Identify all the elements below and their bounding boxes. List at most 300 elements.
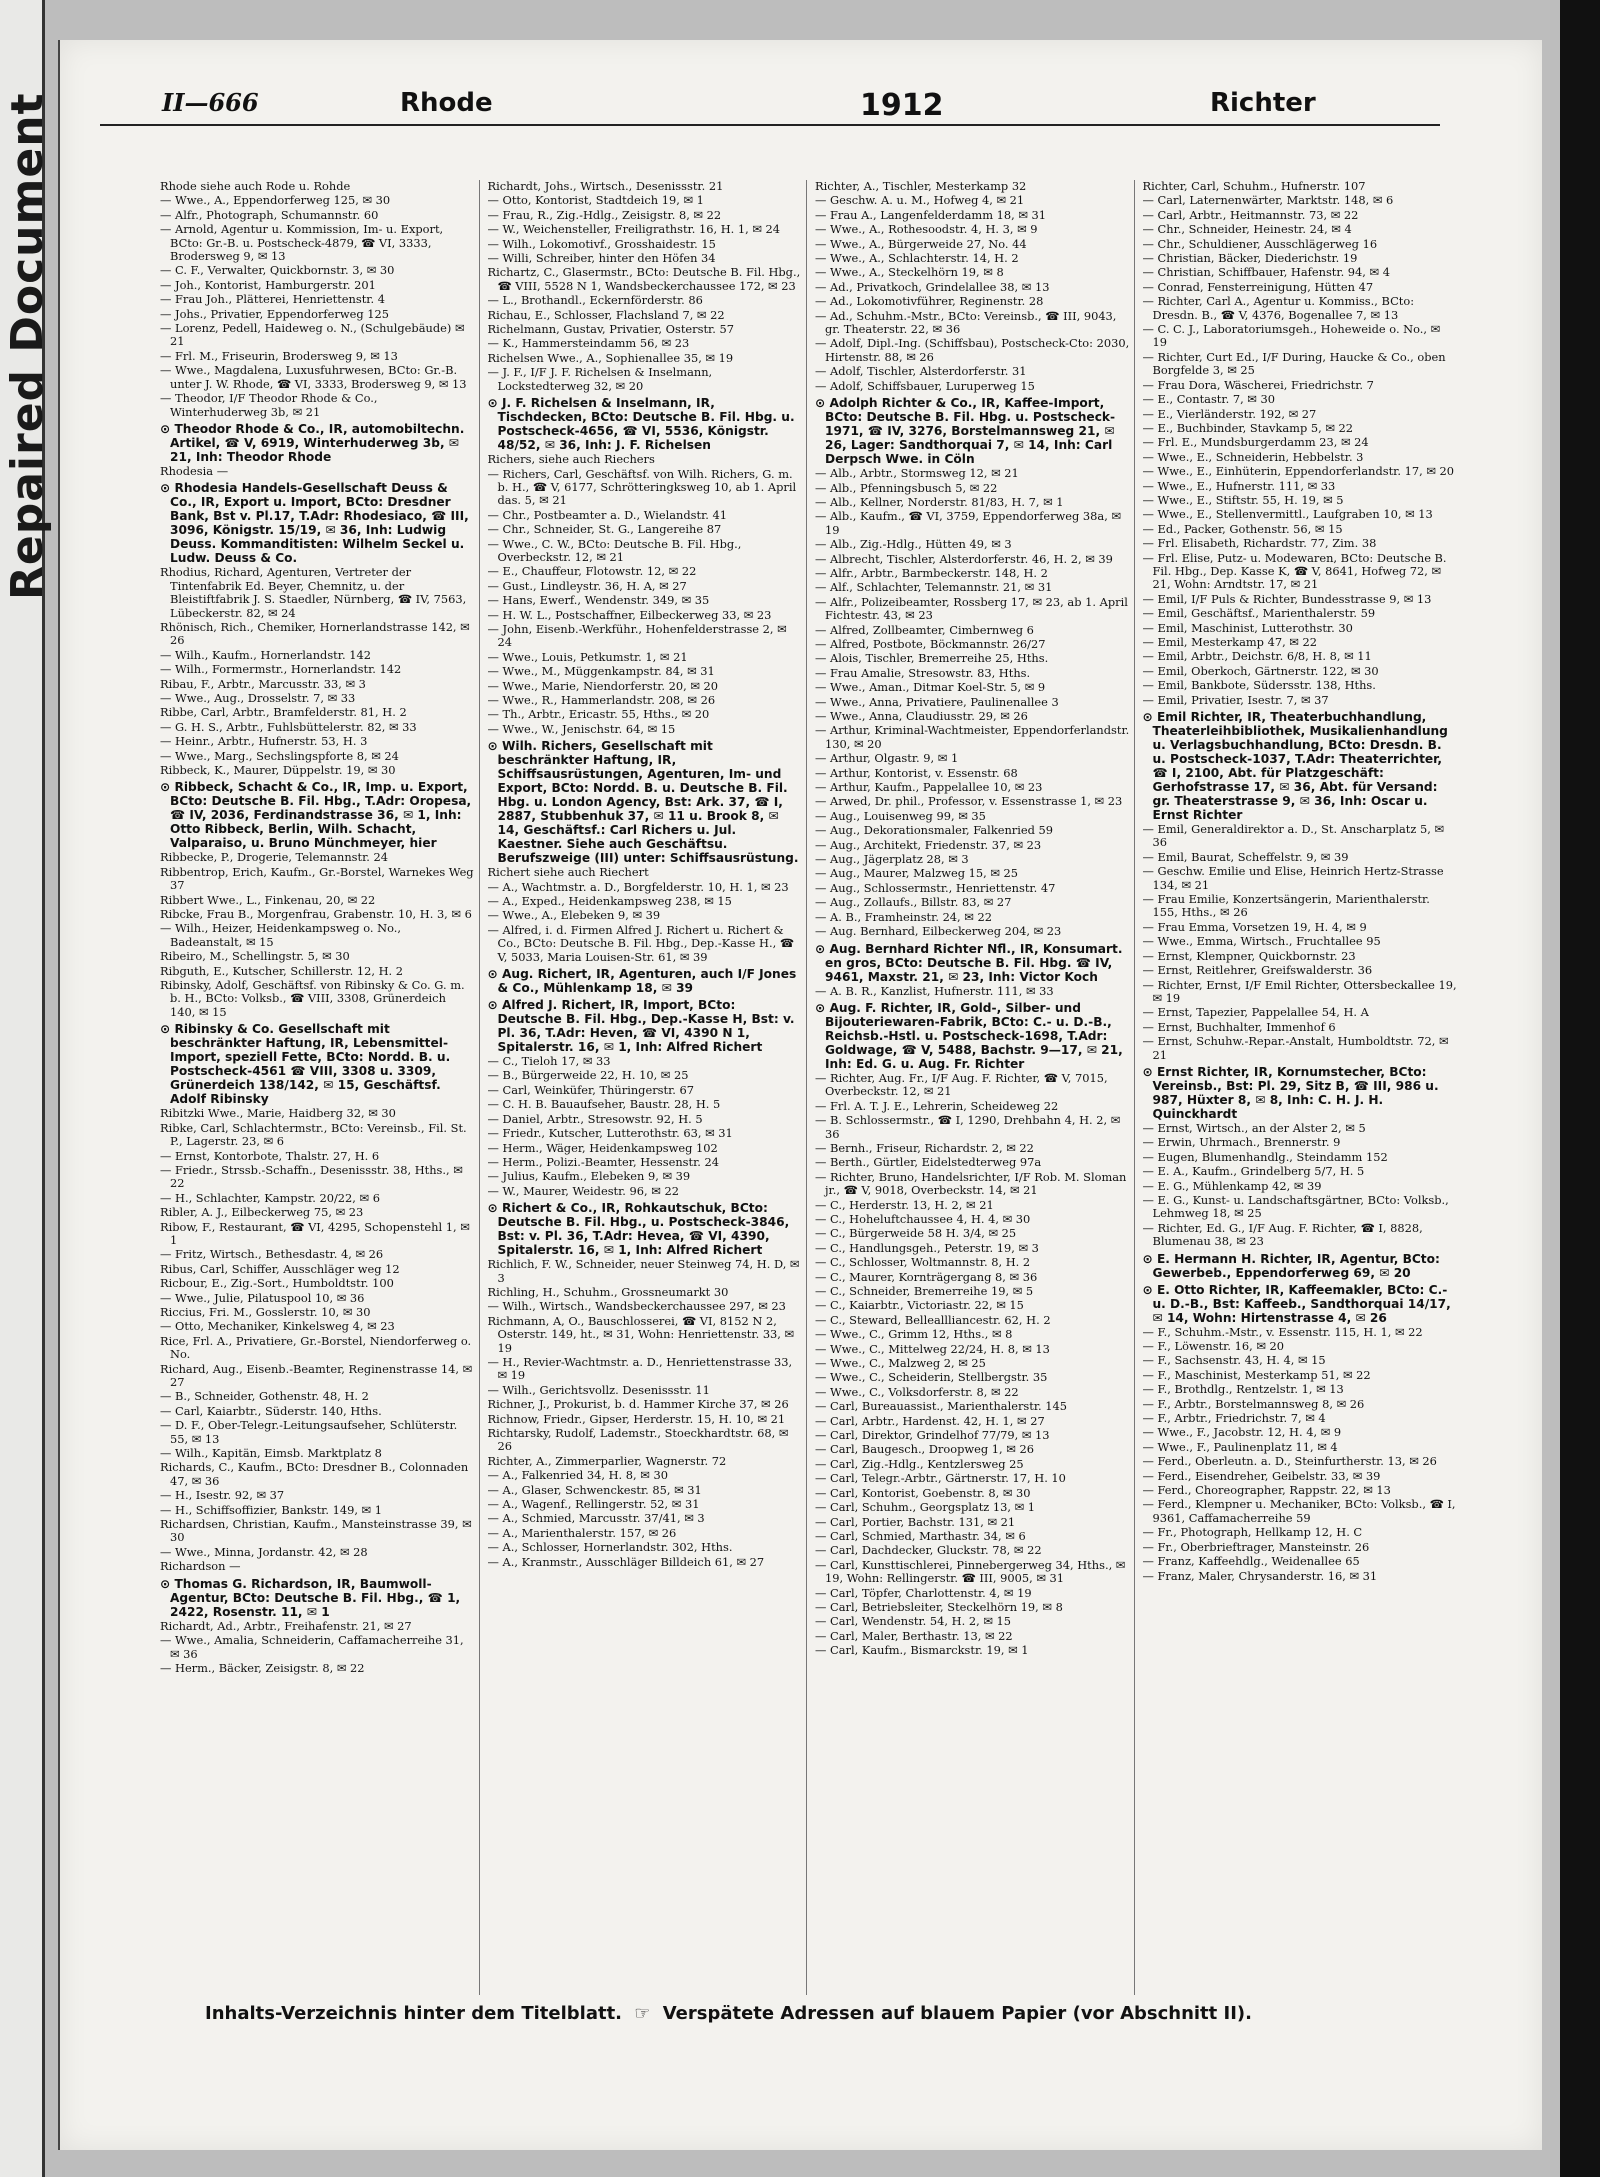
directory-entry: — Carl, Bureauassist., Marienthalerstr. 145 bbox=[815, 1399, 1068, 1414]
directory-entry: Rhode siehe auch Rode u. Rohde bbox=[160, 179, 351, 193]
column-4 bbox=[1143, 180, 1463, 1995]
directory-entry: — Emil, I/F Puls & Richter, Bundesstrasse 9, ✉ 13 bbox=[1142, 591, 1432, 606]
directory-entry: — Aug., Jägerplatz 28, ✉ 3 bbox=[815, 852, 969, 867]
directory-entry: — Joh., Kontorist, Hamburgerstr. 201 bbox=[160, 277, 376, 292]
directory-entry: — Wwe., Marg., Sechslingspforte 8, ✉ 24 bbox=[160, 748, 399, 763]
directory-entry: Richtarsky, Rudolf, Lademstr., Stoeckhardtstr. 68, ✉ 26 bbox=[487, 1426, 789, 1454]
directory-entry: Richelmann, Gustav, Privatier, Osterstr. 57 bbox=[487, 322, 734, 337]
directory-entry: — Wilh., Gerichtsvollz. Desenissstr. 11 bbox=[487, 1382, 710, 1397]
directory-entry: — Otto, Mechaniker, Kinkelsweg 4, ✉ 23 bbox=[160, 1319, 395, 1334]
directory-entry: — Wwe., W., Jenischstr. 64, ✉ 15 bbox=[487, 721, 676, 736]
directory-entry: — Eugen, Blumenhandlg., Steindamm 152 bbox=[1142, 1149, 1388, 1164]
directory-entry: — Franz, Kaffeehdlg., Weidenallee 65 bbox=[1142, 1554, 1360, 1569]
directory-entry: Ribbentrop, Erich, Kaufm., Gr.-Borstel, Warnekes Weg 37 bbox=[160, 864, 474, 893]
directory-entry: — Wwe., Anna, Privatiere, Paulinenallee 3 bbox=[815, 694, 1059, 709]
footer-right-suffix: (vor Abschnitt II). bbox=[1072, 2003, 1252, 2024]
directory-entry: — Ferd., Choreographer, Rappstr. 22, ✉ 13 bbox=[1142, 1483, 1391, 1498]
directory-entry: — A. B. R., Kanzlist, Hufnerstr. 111, ✉ 33 bbox=[815, 983, 1054, 998]
directory-entry: — A., Wagenf., Rellingerstr. 52, ✉ 31 bbox=[487, 1497, 700, 1512]
directory-entry: — Julius, Kaufm., Elebeken 9, ✉ 39 bbox=[487, 1169, 691, 1184]
directory-entry: — L., Brothandl., Eckernförderstr. 86 bbox=[487, 293, 703, 308]
directory-entry: — Theodor, I/F Theodor Rhode & Co., Winterhuderweg 3b, ✉ 21 bbox=[160, 391, 378, 419]
directory-entry: — Ferd., Klempner u. Mechaniker, BCto: Volksb., ☎ I, 9361, Caffamacherreihe 59 bbox=[1142, 1497, 1456, 1525]
directory-entry: — C., Schlosser, Woltmannstr. 8, H. 2 bbox=[815, 1255, 1031, 1270]
directory-entry: Rhodesia — bbox=[160, 463, 229, 478]
directory-entry: — Alfr., Arbtr., Barmbeckerstr. 148, H. 2 bbox=[815, 565, 1048, 580]
directory-entry: Richartz, C., Glasermstr., BCto: Deutsche B. Fil. Hbg., ☎ VIII, 5528 N 1, Wandsbeckerchaussee 172, ✉ 23 bbox=[487, 265, 801, 293]
directory-entry: — Herm., Wäger, Heidenkampsweg 102 bbox=[487, 1140, 718, 1155]
directory-entry: — Wwe., C., Grimm 12, Hths., ✉ 8 bbox=[815, 1327, 1013, 1342]
directory-entry: Ribinsky, Adolf, Geschäftsf. von Ribinsky & Co. G. m. b. H., BCto: Volksb., ☎ VIII, 3308, Grünerdeich 140, ✉ 15 bbox=[160, 978, 465, 1019]
directory-entry: — Carl, Direktor, Grindelhof 77/79, ✉ 13 bbox=[815, 1428, 1050, 1443]
left-keyword: Rhode bbox=[400, 88, 493, 118]
directory-entry: — A. B., Framheinstr. 24, ✉ 22 bbox=[815, 909, 992, 924]
directory-entry: — Aug., Architekt, Friedenstr. 37, ✉ 23 bbox=[815, 837, 1042, 852]
directory-entry: — Conrad, Fensterreinigung, Hütten 47 bbox=[1142, 279, 1374, 294]
directory-entry: Rhodius, Richard, Agenturen, Vertreter der Tintenfabrik Ed. Beyer, Chemnitz, u. der Bleistiftfabrik J. S. Staedler, Nürnberg, ☎ IV, 7563, Lübeckerstr. 82, ✉ 24 bbox=[160, 565, 467, 620]
directory-entry: ⊙ J. F. Richelsen & Inselmann, IR, Tischdecken, BCto: Deutsche B. Fil. Hbg. u. Postscheck-4656, ☎ VI, 5536, Königstr. 48/52, ✉ 36, Inh: J. F. Richelsen bbox=[487, 396, 795, 453]
directory-entry: — Alfred, Zollbeamter, Cimbernweg 6 bbox=[815, 622, 1034, 637]
right-keyword: Richter bbox=[1210, 88, 1316, 118]
year: 1912 bbox=[860, 88, 944, 123]
directory-entry: — Wwe., E., Hufnerstr. 111, ✉ 33 bbox=[1142, 478, 1336, 493]
directory-entry: — Wwe., C. W., BCto: Deutsche B. Fil. Hbg., Overbeckstr. 12, ✉ 21 bbox=[487, 536, 742, 564]
directory-entry: — F., Schuhm.-Mstr., v. Essenstr. 115, H. 1, ✉ 22 bbox=[1142, 1324, 1423, 1339]
directory-entry: Ribbeck, K., Maurer, Düppelstr. 19, ✉ 30 bbox=[160, 763, 396, 777]
directory-entry: — Wwe., C., Mittelweg 22/24, H. 8, ✉ 13 bbox=[815, 1341, 1050, 1356]
directory-entry: — Alfred, Postbote, Böckmannstr. 26/27 bbox=[815, 636, 1046, 651]
directory-entry: — Carl, Zig.-Hdlg., Kentzlersweg 25 bbox=[815, 1456, 1024, 1471]
directory-entry: — C. H. B. Bauaufseher, Baustr. 28, H. 5 bbox=[487, 1097, 721, 1112]
directory-entry: — Carl, Wendenstr. 54, H. 2, ✉ 15 bbox=[815, 1614, 1011, 1629]
column-1 bbox=[160, 180, 480, 1995]
directory-entry: — Arthur, Kaufm., Pappelallee 10, ✉ 23 bbox=[815, 780, 1043, 795]
directory-entry: — Geschw. Emilie und Elise, Heinrich Hertz-Strasse 134, ✉ 21 bbox=[1142, 864, 1444, 892]
directory-entry: — Herm., Bäcker, Zeisigstr. 8, ✉ 22 bbox=[160, 1660, 365, 1675]
directory-entry: — B., Schneider, Gothenstr. 48, H. 2 bbox=[160, 1389, 369, 1404]
directory-entry: — Wilh., Formermstr., Hornerlandstr. 142 bbox=[160, 662, 402, 677]
directory-entry: — Frl. M., Friseurin, Brodersweg 9, ✉ 13 bbox=[160, 348, 398, 363]
directory-entry: — Emil, Maschinist, Lutterothstr. 30 bbox=[1142, 620, 1353, 635]
directory-entry: — Carl, Portier, Bachstr. 131, ✉ 21 bbox=[815, 1514, 1016, 1529]
directory-entry: — H., Isestr. 92, ✉ 37 bbox=[160, 1488, 285, 1503]
directory-entry: — Wwe., Emma, Wirtsch., Fruchtallee 95 bbox=[1142, 934, 1381, 949]
column-2 bbox=[488, 180, 808, 1995]
directory-entry: — Frau, R., Zig.-Hdlg., Zeisigstr. 8, ✉ 22 bbox=[487, 207, 722, 222]
directory-entry: — Ad., Privatkoch, Grindelallee 38, ✉ 13 bbox=[815, 279, 1050, 294]
directory-entry: — W., Maurer, Weidestr. 96, ✉ 22 bbox=[487, 1183, 679, 1198]
directory-entry: — Alb., Kaufm., ☎ VI, 3759, Eppendorferweg 38a, ✉ 19 bbox=[815, 509, 1122, 537]
directory-entry: — F., Löwenstr. 16, ✉ 20 bbox=[1142, 1339, 1285, 1353]
directory-entry: Ribeiro, M., Schellingstr. 5, ✉ 30 bbox=[160, 949, 350, 964]
directory-entry: — Wwe., Anna, Claudiusstr. 29, ✉ 26 bbox=[815, 709, 1028, 723]
directory-entry: — Alfred, i. d. Firmen Alfred J. Richert u. Richert & Co., BCto: Deutsche B. Fil. Hbg., Dep.-Kasse H., ☎ V, 5033, Maria Louisen-Str. 61, ✉ 39 bbox=[487, 922, 795, 964]
directory-entry: — F., Arbtr., Friedrichstr. 7, ✉ 4 bbox=[1142, 1411, 1326, 1426]
directory-entry: — Wwe., Magdalena, Luxusfuhrwesen, BCto: Gr.-B. unter J. W. Rhode, ☎ VI, 3333, Brodersweg 9, ✉ 13 bbox=[160, 363, 467, 391]
directory-entry: — Emil, Mesterkamp 47, ✉ 22 bbox=[1142, 635, 1317, 649]
directory-entry: — F., Sachsenstr. 43, H. 4, ✉ 15 bbox=[1142, 1353, 1326, 1368]
directory-entry: Ribow, F., Restaurant, ☎ VI, 4295, Schopenstehl 1, ✉ 1 bbox=[160, 1219, 470, 1247]
directory-entry: — Alb., Pfenningsbusch 5, ✉ 22 bbox=[815, 480, 998, 495]
directory-entry: — D. F., Ober-Telegr.-Leitungsaufseher, Schlüterstr. 55, ✉ 13 bbox=[160, 1418, 458, 1446]
directory-entry: ⊙ Ribinsky & Co. Gesellschaft mit beschränkter Haftung, IR, Lebensmittel-Import, speziell Fette, BCto: Nordd. B. u. Postscheck-4561 ☎ VIII, 3308 u. 3309, Grünerdeich 138/142, ✉ 15, Geschäftsf. Adolf Ribinsky bbox=[160, 1022, 451, 1107]
directory-entry: — Wilh., Heizer, Heidenkampsweg o. No., Badeanstalt, ✉ 15 bbox=[160, 921, 401, 949]
directory-entry: — Richter, Curt Ed., I/F During, Haucke & Co., oben Borgfelde 3, ✉ 25 bbox=[1142, 349, 1446, 378]
directory-entry: ⊙ Aug. Bernhard Richter Nfl., IR, Konsumart. en gros, BCto: Deutsche B. Fil. Hbg. ☎ IV, 9461, Maxstr. 21, ✉ 23, Inh: Victor Koch bbox=[815, 941, 1123, 984]
directory-entry: — Wwe., A., Eppendorferweg 125, ✉ 30 bbox=[160, 193, 391, 208]
directory-entry: — Carl, Kunsttischlerei, Pinnebergerweg 34, Hths., ✉ 19, Wohn: Rellingerstr. ☎ III, 9005, ✉ 31 bbox=[815, 1557, 1126, 1586]
directory-entry: — Ernst, Schuhw.-Repar.-Anstalt, Humboldtstr. 72, ✉ 21 bbox=[1142, 1034, 1449, 1062]
directory-entry: — Carl, Arbtr., Heitmannstr. 73, ✉ 22 bbox=[1142, 207, 1359, 222]
directory-entry: — A., Glaser, Schwenckestr. 85, ✉ 31 bbox=[487, 1482, 702, 1497]
directory-entry: Richardt, Ad., Arbtr., Freihafenstr. 21, ✉ 27 bbox=[160, 1618, 412, 1633]
directory-entry: — H., Schlachter, Kampstr. 20/22, ✉ 6 bbox=[160, 1190, 380, 1205]
spine-text: Repaired Document bbox=[2, 92, 53, 600]
directory-entry: ⊙ Alfred J. Richert, IR, Import, BCto: Deutsche B. Fil. Hbg., Dep.-Kasse H, Bst: v. Pl. 36, T.Adr: Heven, ☎ VI, 4390 N 1, Spitalerstr. 16, ✉ 1, Inh: Alfred Richert bbox=[487, 998, 795, 1055]
directory-entry: Richau, E., Schlosser, Flachsland 7, ✉ 22 bbox=[487, 307, 725, 322]
directory-entry: — E., Vierländerstr. 192, ✉ 27 bbox=[1142, 406, 1317, 421]
directory-entry: — E., Chauffeur, Flotowstr. 12, ✉ 22 bbox=[487, 564, 697, 579]
directory-entry: — Ad., Lokomotivführer, Reginenstr. 28 bbox=[815, 294, 1044, 309]
directory-entry: — B. Schlossermstr., ☎ I, 1290, Drehbahn 4, H. 2, ✉ 36 bbox=[815, 1113, 1121, 1141]
directory-entry: — Carl, Töpfer, Charlottenstr. 4, ✉ 19 bbox=[815, 1585, 1032, 1600]
directory-entry: — Gust., Lindleystr. 36, H. A, ✉ 27 bbox=[487, 578, 687, 593]
directory-entry: — Wilh., Kapitän, Eimsb. Marktplatz 8 bbox=[160, 1446, 382, 1461]
directory-entry: — Emil, Arbtr., Deichstr. 6/8, H. 8, ✉ 11 bbox=[1142, 649, 1372, 664]
directory-entry: Richardsen, Christian, Kaufm., Mansteinstrasse 39, ✉ 30 bbox=[160, 1517, 472, 1545]
directory-entry: — Wwe., Julie, Pilatuspool 10, ✉ 36 bbox=[160, 1290, 365, 1305]
directory-entry: — Wwe., C., Scheiderin, Stellbergstr. 35 bbox=[815, 1370, 1048, 1385]
directory-entry: — Carl, Schmied, Marthastr. 34, ✉ 6 bbox=[815, 1528, 1026, 1543]
directory-entry: — Richers, Carl, Geschäftsf. von Wilh. Richers, G. m. b. H., ☎ V, 6177, Schrötteringksweg 10, ab 1. April das. 5, ✉ 21 bbox=[487, 466, 797, 508]
directory-entry: Rice, Frl. A., Privatiere, Gr.-Borstel, Niendorferweg o. No. bbox=[160, 1333, 472, 1362]
directory-entry: — Carl, Arbtr., Hardenst. 42, H. 1, ✉ 27 bbox=[815, 1413, 1045, 1428]
directory-entry: — Wwe., C., Volksdorferstr. 8, ✉ 22 bbox=[815, 1384, 1019, 1399]
directory-entry: — Wilh., Wirtsch., Wandsbeckerchaussee 297, ✉ 23 bbox=[487, 1299, 786, 1314]
directory-entry: — Ernst, Klempner, Quickbornstr. 23 bbox=[1142, 948, 1356, 963]
directory-entry: — Bernh., Friseur, Richardstr. 2, ✉ 22 bbox=[815, 1140, 1034, 1155]
directory-entry: — Wwe., Aug., Drosselstr. 7, ✉ 33 bbox=[160, 690, 356, 705]
directory-entry: — Aug., Schlossermstr., Henriettenstr. 47 bbox=[815, 880, 1056, 895]
directory-entry: — Alfr., Photograph, Schumannstr. 60 bbox=[160, 207, 379, 222]
directory-entry: — Richter, Aug. Fr., I/F Aug. F. Richter, ☎ V, 7015, Overbeckstr. 12, ✉ 21 bbox=[815, 1070, 1108, 1099]
directory-entry: — Alb., Arbtr., Stormsweg 12, ✉ 21 bbox=[815, 466, 1019, 481]
directory-entry: Richelsen Wwe., A., Sophienallee 35, ✉ 19 bbox=[487, 350, 734, 365]
directory-entry: ⊙ Ribbeck, Schacht & Co., IR, Imp. u. Export, BCto: Deutsche B. Fil. Hbg., T.Adr: Oropesa, ☎ IV, 2036, Ferdinandstrasse 36, ✉ 1, Inh: Otto Ribbeck, Berlin, Wilh. Schacht, Valparaiso, u. Bruno Münchmeyer, hier bbox=[160, 780, 472, 851]
directory-entry: — Aug. Bernhard, Eilbeckerweg 204, ✉ 23 bbox=[815, 924, 1062, 939]
directory-entry: Ribbe, Carl, Arbtr., Bramfelderstr. 81, H. 2 bbox=[160, 705, 407, 720]
directory-entry: — Richter, Carl A., Agentur u. Kommiss., BCto: Dresdn. B., ☎ V, 4376, Bogenallee 7, ✉ 13 bbox=[1142, 294, 1415, 322]
directory-entry: Richard, Aug., Eisenb.-Beamter, Reginenstrasse 14, ✉ 27 bbox=[160, 1361, 473, 1389]
directory-entry: — A., Exped., Heidenkampsweg 238, ✉ 15 bbox=[487, 894, 732, 909]
directory-entry: — Wwe., C., Malzweg 2, ✉ 25 bbox=[815, 1356, 986, 1371]
directory-entry: — Wwe., F., Jacobstr. 12, H. 4, ✉ 9 bbox=[1142, 1425, 1342, 1440]
directory-entry: — A., Schmied, Marcusstr. 37/41, ✉ 3 bbox=[487, 1511, 705, 1526]
directory-entry: Ribler, A. J., Eilbeckerweg 75, ✉ 23 bbox=[160, 1205, 364, 1220]
directory-entry: Richmann, A, O., Bauschlosserei, ☎ VI, 8152 N 2, Osterstr. 149, ht., ✉ 31, Wohn: Henriettenstr. 33, ✉ 19 bbox=[487, 1313, 795, 1355]
directory-entry: — Carl, Maler, Berthastr. 13, ✉ 22 bbox=[815, 1628, 1013, 1643]
directory-entry: — Wwe., A., Schlachterstr. 14, H. 2 bbox=[815, 251, 1019, 266]
directory-entry: Ribbert Wwe., L., Finkenau, 20, ✉ 22 bbox=[160, 892, 376, 907]
directory-entry: ⊙ Wilh. Richers, Gesellschaft mit beschränkter Haftung, IR, Schiffsausrüstungen, Agenturen, Im- und Export, BCto: Nordd. B. u. Deutsche B. Fil. Hbg. u. London Agency, Bst: Ark. 37, ☎ I, 2887, Stubbenhuk 37, ✉ 11 u. Brook 8, ✉ 14, Geschäftsf.: Carl Richers u. Jul. Kaestner. Siehe auch Geschäftsu. Berufszweige (III) unter: Schiffsausrüstung. bbox=[487, 739, 799, 866]
directory-entry: — C. F., Verwalter, Quickbornstr. 3, ✉ 30 bbox=[160, 263, 395, 278]
directory-entry: Richner, J., Prokurist, b. d. Hammer Kirche 37, ✉ 26 bbox=[487, 1397, 789, 1412]
directory-entry: — C. C. J., Laboratoriumsgeh., Hoheweide o. No., ✉ 19 bbox=[1142, 322, 1441, 350]
directory-entry: — Wilh., Lokomotivf., Grosshaidestr. 15 bbox=[487, 236, 716, 251]
directory-entry: — E. G., Mühlenkamp 42, ✉ 39 bbox=[1142, 1178, 1322, 1193]
directory-entry: — A., Wachtmstr. a. D., Borgfelderstr. 10, H. 1, ✉ 23 bbox=[487, 879, 789, 894]
directory-entry: — K., Hammersteindamm 56, ✉ 23 bbox=[487, 336, 690, 351]
directory-entry: — C., Kaiarbtr., Victoriastr. 22, ✉ 15 bbox=[815, 1298, 1024, 1313]
directory-entry: — Arthur, Olgastr. 9, ✉ 1 bbox=[815, 751, 959, 766]
directory-entry: — C., Steward, Belleallliancestr. 62, H. 2 bbox=[815, 1312, 1051, 1327]
directory-entry: — Richter, Ernst, I/F Emil Richter, Ottersbeckallee 19, ✉ 19 bbox=[1142, 977, 1457, 1005]
page-number: II—666 bbox=[162, 88, 259, 117]
directory-entry: — G. H. S., Arbtr., Fuhlsbüttelerstr. 82, ✉ 33 bbox=[160, 719, 417, 734]
directory-entry: — Frau Dora, Wäscherei, Friedrichstr. 7 bbox=[1142, 377, 1374, 392]
directory-entry: — Frl. Elisabeth, Richardstr. 77, Zim. 38 bbox=[1142, 536, 1377, 551]
directory-entry: Rhönisch, Rich., Chemiker, Hornerlandstrasse 142, ✉ 26 bbox=[160, 619, 470, 648]
directory-entry: — W., Weichensteller, Freiligrathstr. 16, H. 1, ✉ 24 bbox=[487, 222, 781, 237]
directory-entry: — F., Maschinist, Mesterkamp 51, ✉ 22 bbox=[1142, 1367, 1371, 1382]
page-footer bbox=[205, 2003, 1465, 2024]
directory-entry: Richardson — bbox=[160, 1559, 241, 1574]
directory-entry: — Hans, Ewerf., Wendenstr. 349, ✉ 35 bbox=[487, 593, 710, 608]
directory-entry: ⊙ Adolph Richter & Co., IR, Kaffee-Import, BCto: Deutsche B. Fil. Hbg. u. Postscheck-1971, ☎ IV, 3276, Borstelmannsweg 21, ✉ 26, Lager: Sandthorquai 7, ✉ 14, Inh: Carl Derpsch Wwe. in Cöln bbox=[815, 396, 1116, 467]
directory-entry: — Fritz, Wirtsch., Bethesdastr. 4, ✉ 26 bbox=[160, 1247, 384, 1262]
column-3 bbox=[815, 180, 1135, 1995]
directory-entry: — Th., Arbtr., Ericastr. 55, Hths., ✉ 20 bbox=[487, 707, 710, 722]
directory-entry: — Christian, Bäcker, Diederichstr. 19 bbox=[1142, 251, 1358, 266]
directory-entry: — Frau Emilie, Konzertsängerin, Marienthalerstr. 155, Hths., ✉ 26 bbox=[1142, 892, 1430, 920]
directory-entry: ⊙ Thomas G. Richardson, IR, Baumwoll-Agentur, BCto: Deutsche B. Fil. Hbg., ☎ 1, 2422, Rosenstr. 11, ✉ 1 bbox=[160, 1576, 461, 1619]
directory-entry: — Aug., Dekorationsmaler, Falkenried 59 bbox=[815, 823, 1054, 838]
directory-entry: ⊙ Aug. Richert, IR, Agenturen, auch I/F Jones & Co., Mühlenkamp 18, ✉ 39 bbox=[487, 967, 797, 996]
directory-entry: — John, Eisenb.-Werkführ., Hohenfelderstrasse 2, ✉ 24 bbox=[487, 621, 787, 650]
directory-entry: — Wwe., Louis, Petkumstr. 1, ✉ 21 bbox=[487, 649, 688, 664]
directory-entry: — Alb., Kellner, Norderstr. 81/83, H. 7, ✉ 1 bbox=[815, 494, 1064, 509]
directory-entry: — Carl, Weinküfer, Thüringerstr. 67 bbox=[487, 1082, 694, 1097]
directory-entry: — Carl, Telegr.-Arbtr., Gärtnerstr. 17, H. 10 bbox=[815, 1471, 1066, 1486]
directory-entry: — Ferd., Eisendreher, Geibelstr. 33, ✉ 39 bbox=[1142, 1468, 1381, 1483]
directory-entry: — Emil, Privatier, Isestr. 7, ✉ 37 bbox=[1142, 692, 1329, 707]
directory-entry: — Alois, Tischler, Bremerreihe 25, Hths. bbox=[815, 651, 1049, 666]
directory-entry: — H. W. L., Postschaffner, Eilbeckerweg 33, ✉ 23 bbox=[487, 607, 772, 622]
directory-entry: — Carl, Kaufm., Bismarckstr. 19, ✉ 1 bbox=[815, 1643, 1029, 1658]
directory-entry: — Wwe., F., Paulinenplatz 11, ✉ 4 bbox=[1142, 1439, 1338, 1454]
directory-entry: — Arthur, Kontorist, v. Essenstr. 68 bbox=[815, 765, 1018, 780]
directory-entry: — B., Bürgerweide 22, H. 10, ✉ 25 bbox=[487, 1068, 689, 1083]
directory-entry: — Carl, Baugesch., Droopweg 1, ✉ 26 bbox=[815, 1442, 1034, 1457]
directory-entry: — E., Buchbinder, Stavkamp 5, ✉ 22 bbox=[1142, 420, 1354, 435]
directory-entry: Ribcke, Frau B., Morgenfrau, Grabenstr. 10, H. 3, ✉ 6 bbox=[160, 907, 472, 922]
directory-entry: — Frau Joh., Plätterei, Henriettenstr. 4 bbox=[160, 292, 385, 307]
directory-entry: — Alf., Schlachter, Telemannstr. 21, ✉ 31 bbox=[815, 580, 1053, 595]
directory-entry: — Frl. Elise, Putz- u. Modewaren, BCto: Deutsche B. Fil. Hbg., Dep. Kasse K, ☎ V, 8641, Hofweg 72, ✉ 21, Wohn: Arndtstr. 17, ✉ 21 bbox=[1142, 550, 1447, 592]
directory-entry: Richlich, F. W., Schneider, neuer Steinweg 74, H. D, ✉ 3 bbox=[487, 1257, 800, 1285]
directory-entry: — Ernst, Wirtsch., an der Alster 2, ✉ 5 bbox=[1142, 1120, 1366, 1135]
directory-entry: Ribitzki Wwe., Marie, Haidberg 32, ✉ 30 bbox=[160, 1106, 396, 1121]
directory-entry: — Wwe., Minna, Jordanstr. 42, ✉ 28 bbox=[160, 1544, 368, 1559]
directory-entry: — Herm., Polizi.-Beamter, Hessenstr. 24 bbox=[487, 1154, 720, 1169]
directory-entry: — Alb., Zig.-Hdlg., Hütten 49, ✉ 3 bbox=[815, 537, 1012, 552]
directory-entry: — Carl, Betriebsleiter, Steckelhörn 19, ✉ 8 bbox=[815, 1599, 1063, 1614]
directory-entry: — Carl, Kaiarbtr., Süderstr. 140, Hths. bbox=[160, 1403, 382, 1418]
directory-entry: — Franz, Maler, Chrysanderstr. 16, ✉ 31 bbox=[1142, 1568, 1378, 1583]
directory-entry: — Berth., Gürtler, Eidelstedterweg 97a bbox=[815, 1155, 1042, 1170]
directory-entry: — Fr., Oberbrieftrager, Mansteinstr. 26 bbox=[1142, 1539, 1370, 1554]
directory-entry: — Albrecht, Tischler, Alsterdorferstr. 46, H. 2, ✉ 39 bbox=[815, 551, 1113, 566]
directory-entry: — Ernst, Reitlehrer, Greifswalderstr. 36 bbox=[1142, 963, 1373, 978]
directory-entry: Ribau, F., Arbtr., Marcusstr. 33, ✉ 3 bbox=[160, 676, 366, 691]
directory-entry: — Wwe., A., Rothesoodstr. 4, H. 3, ✉ 9 bbox=[815, 222, 1038, 237]
directory-entry: — Arwed, Dr. phil., Professor, v. Essenstrasse 1, ✉ 23 bbox=[815, 794, 1123, 809]
directory-entry: — H., Schiffsoffizier, Bankstr. 149, ✉ 1 bbox=[160, 1502, 382, 1517]
footer-right-text: Verspätete Adressen auf blauem Papier bbox=[662, 2003, 1067, 2024]
directory-entry: — Ad., Schuhm.-Mstr., BCto: Vereinsb., ☎ III, 9043, gr. Theaterstr. 22, ✉ 36 bbox=[815, 308, 1117, 337]
directory-entry: — Adolf, Tischler, Alsterdorferstr. 31 bbox=[815, 364, 1027, 379]
directory-entry: — Wwe., A., Elebeken 9, ✉ 39 bbox=[487, 908, 661, 923]
directory-entry: — Ernst, Tapezier, Pappelallee 54, H. A bbox=[1142, 1005, 1369, 1020]
directory-entry: — Friedr., Strssb.-Schaffn., Desenissstr. 38, Hths., ✉ 22 bbox=[160, 1162, 463, 1191]
directory-entry: — Frl. E., Mundsburgerdamm 23, ✉ 24 bbox=[1142, 435, 1369, 450]
directory-entry: — Wwe., Marie, Niendorferstr. 20, ✉ 20 bbox=[487, 678, 719, 693]
directory-entry: ⊙ Theodor Rhode & Co., IR, automobiltechn. Artikel, ☎ V, 6919, Winterhuderweg 3b, ✉ 21, Inh: Theodor Rhode bbox=[160, 421, 465, 464]
directory-entry: — Aug., Louisenweg 99, ✉ 35 bbox=[815, 808, 986, 823]
directory-entry: — E. G., Kunst- u. Landschaftsgärtner, BCto: Volksb., Lehmweg 18, ✉ 25 bbox=[1142, 1192, 1449, 1221]
directory-entry: — J. F., I/F J. F. Richelsen & Inselmann, Lockstedterweg 32, ✉ 20 bbox=[487, 365, 713, 393]
directory-entry: — Frau A., Langenfelderdamm 18, ✉ 31 bbox=[815, 207, 1047, 222]
directory-entry: ⊙ E. Hermann H. Richter, IR, Agentur, BCto: Gewerbeb., Eppendorferweg 69, ✉ 20 bbox=[1142, 1251, 1440, 1280]
directory-entry: Richter, A., Tischler, Mesterkamp 32 bbox=[815, 179, 1027, 193]
directory-entry: — Erwin, Uhrmach., Brennerstr. 9 bbox=[1142, 1135, 1341, 1150]
directory-entry: Richter, Carl, Schuhm., Hufnerstr. 107 bbox=[1142, 179, 1366, 193]
directory-entry: — H., Revier-Wachtmstr. a. D., Henriettenstrasse 33, ✉ 19 bbox=[487, 1354, 793, 1383]
directory-entry: — Wilh., Kaufm., Hornerlandstr. 142 bbox=[160, 647, 371, 662]
directory-entry: — C., Bürgerweide 58 H. 3/4, ✉ 25 bbox=[815, 1226, 1017, 1241]
directory-entry: — Carl, Schuhm., Georgsplatz 13, ✉ 1 bbox=[815, 1500, 1036, 1515]
directory-entry: — C., Tieloh 17, ✉ 33 bbox=[487, 1054, 611, 1069]
directory-entry: — Emil, Generaldirektor a. D., St. Anscharplatz 5, ✉ 36 bbox=[1142, 822, 1445, 850]
directory-entry: — Adolf, Dipl.-Ing. (Schiffsbau), Postscheck-Cto: 2030, Hirtenstr. 88, ✉ 26 bbox=[815, 336, 1130, 364]
directory-entry: — E., Contastr. 7, ✉ 30 bbox=[1142, 392, 1275, 407]
directory-entry: — Wwe., E., Stellenvermittl., Laufgraben 10, ✉ 13 bbox=[1142, 507, 1433, 522]
directory-entry: — Christian, Schiffbauer, Hafenstr. 94, ✉ 4 bbox=[1142, 265, 1390, 280]
directory-entry: — Wwe., Amalia, Schneiderin, Caffamacherreihe 31, ✉ 36 bbox=[160, 1633, 464, 1661]
directory-entry: ⊙ E. Otto Richter, IR, Kaffeemakler, BCto: C.- u. D.-B., Bst: Kaffeeb., Sandthorquai 14/17, ✉ 14, Wohn: Hirtenstrasse 4, ✉ 26 bbox=[1142, 1282, 1451, 1325]
directory-entry: — C., Hoheluftchaussee 4, H. 4, ✉ 30 bbox=[815, 1211, 1031, 1226]
directory-entry: — A., Kranmstr., Ausschläger Billdeich 61, ✉ 27 bbox=[487, 1554, 765, 1569]
directory-entry: — Emil, Oberkoch, Gärtnerstr. 122, ✉ 30 bbox=[1142, 663, 1379, 678]
scan-border bbox=[1560, 0, 1600, 2177]
directory-entry: — Emil, Bankbote, Südersstr. 138, Hths. bbox=[1142, 678, 1376, 693]
page-header bbox=[100, 78, 1440, 126]
directory-entry: ⊙ Aug. F. Richter, IR, Gold-, Silber- und Bijouteriewaren-Fabrik, BCto: C.- u. D.-B., Reichsb.-Hstl. u. Postscheck-1698, T.Adr: Goldwage, ☎ V, 5488, Bachstr. 9—17, ✉ 21, Inh: Ed. G. u. Aug. Fr. Richter bbox=[815, 1000, 1123, 1071]
directory-entry: Richter, A., Zimmerparlier, Wagnerstr. 72 bbox=[487, 1453, 727, 1468]
directory-entry: — Aug., Zollaufs., Billstr. 83, ✉ 27 bbox=[815, 895, 1012, 910]
directory-entry: Riccius, Fri. M., Gosslerstr. 10, ✉ 30 bbox=[160, 1304, 371, 1319]
directory-entry: Ribke, Carl, Schlachtermstr., BCto: Vereinsb., Fil. St. P., Lagerstr. 23, ✉ 6 bbox=[160, 1120, 467, 1149]
footer-left-text: Inhalts-Verzeichnis hinter dem Titelblatt. bbox=[205, 2003, 623, 2024]
directory-entry: — Frau Amalie, Stresowstr. 83, Hths. bbox=[815, 665, 1031, 680]
directory-entry: — Frl. A. T. J. E., Lehrerin, Scheideweg 22 bbox=[815, 1098, 1059, 1113]
directory-entry: — F., Arbtr., Borstelmannsweg 8, ✉ 26 bbox=[1142, 1396, 1365, 1411]
directory-entry: Ricbour, E., Zig.-Sort., Humboldtstr. 100 bbox=[160, 1276, 394, 1291]
directory-entry: — A., Falkenried 34, H. 8, ✉ 30 bbox=[487, 1468, 668, 1483]
directory-entry: — Chr., Schneider, St. G., Langereihe 87 bbox=[487, 522, 722, 537]
directory-entry: — Arnold, Agentur u. Kommission, Im- u. Export, BCto: Gr.-B. u. Postscheck-4879, ☎ VI, 3333, Brodersweg 9, ✉ 13 bbox=[160, 222, 444, 264]
directory-entry: — Fr., Photograph, Hellkamp 12, H. C bbox=[1142, 1525, 1363, 1540]
directory-entry: — Aug., Maurer, Malzweg 15, ✉ 25 bbox=[815, 866, 1019, 881]
directory-entry: — A., Schlosser, Hornerlandstr. 302, Hths. bbox=[487, 1540, 733, 1555]
directory-entry: — C., Maurer, Kornträgergang 8, ✉ 36 bbox=[815, 1269, 1038, 1284]
directory-entry: — Chr., Schneider, Heinestr. 24, ✉ 4 bbox=[1142, 222, 1352, 237]
directory-entry: — Ed., Packer, Gothenstr. 56, ✉ 15 bbox=[1142, 521, 1343, 536]
directory-entry: — E. A., Kaufm., Grindelberg 5/7, H. 5 bbox=[1142, 1164, 1365, 1179]
directory-entry: Ribguth, E., Kutscher, Schillerstr. 12, H. 2 bbox=[160, 963, 404, 978]
directory-entry: — Wwe., M., Müggenkampstr. 84, ✉ 31 bbox=[487, 664, 715, 679]
directory-entry: Richards, C., Kaufm., BCto: Dresdner B., Colonnaden 47, ✉ 36 bbox=[160, 1460, 469, 1488]
directory-entry: — C., Schneider, Bremerreihe 19, ✉ 5 bbox=[815, 1284, 1034, 1298]
directory-entry: Richling, H., Schuhm., Grossneumarkt 30 bbox=[487, 1284, 729, 1299]
directory-entry: — Otto, Kontorist, Stadtdeich 19, ✉ 1 bbox=[487, 193, 704, 208]
directory-entry: — Richter, Ed. G., I/F Aug. F. Richter, ☎ I, 8828, Blumenau 38, ✉ 23 bbox=[1142, 1220, 1423, 1249]
directory-entry: — F., Brothdlg., Rentzelstr. 1, ✉ 13 bbox=[1142, 1382, 1344, 1397]
directory-entry: ⊙ Ernst Richter, IR, Kornumstecher, BCto: Vereinsb., Bst: Pl. 29, Sitz B, ☎ III, 986 u. 987, Hüxter 8, ✉ 8, Inh: C. H. J. H. Quinckhardt bbox=[1142, 1064, 1439, 1121]
directory-entry: — A., Marienthalerstr. 157, ✉ 26 bbox=[487, 1525, 677, 1540]
directory-entry: — Lorenz, Pedell, Haideweg o. N., (Schulgebäude) ✉ 21 bbox=[160, 321, 465, 349]
directory-entry: — Carl, Dachdecker, Gluckstr. 78, ✉ 22 bbox=[815, 1543, 1042, 1558]
directory-entry: — Ernst, Kontorbote, Thalstr. 27, H. 6 bbox=[160, 1148, 380, 1163]
directory-entry: — Arthur, Kriminal-Wachtmeister, Eppendorferlandstr. 130, ✉ 20 bbox=[815, 723, 1130, 751]
directory-entry: Richardt, Johs., Wirtsch., Desenissstr. 21 bbox=[487, 179, 724, 193]
adjacent-page-strip bbox=[0, 0, 53, 2177]
directory-columns bbox=[160, 180, 1462, 1995]
directory-entry: — C., Herderstr. 13, H. 2, ✉ 21 bbox=[815, 1197, 994, 1212]
directory-entry: — Wwe., E., Einhüterin, Eppendorferlandstr. 17, ✉ 20 bbox=[1142, 464, 1454, 479]
directory-entry: — Adolf, Schiffsbauer, Luruperweg 15 bbox=[815, 378, 1035, 393]
directory-entry: — Richter, Bruno, Handelsrichter, I/F Rob. M. Sloman jr., ☎ V, 9018, Overbeckstr. 14, ✉ 21 bbox=[815, 1169, 1127, 1198]
directory-entry: — Frau Emma, Vorsetzen 19, H. 4, ✉ 9 bbox=[1142, 919, 1367, 934]
directory-entry: Richnow, Friedr., Gipser, Herderstr. 15, H. 10, ✉ 21 bbox=[487, 1411, 786, 1426]
directory-entry: — Heinr., Arbtr., Hufnerstr. 53, H. 3 bbox=[160, 734, 368, 749]
directory-entry: — Friedr., Kutscher, Lutterothstr. 63, ✉ 31 bbox=[487, 1126, 733, 1141]
directory-entry: — C., Handlungsgeh., Peterstr. 19, ✉ 3 bbox=[815, 1240, 1039, 1255]
directory-entry: — Johs., Privatier, Eppendorferweg 125 bbox=[160, 306, 389, 321]
directory-entry: — Wwe., A., Bürgerweide 27, No. 44 bbox=[815, 236, 1027, 251]
directory-entry: — Wwe., E., Stiftstr. 55, H. 19, ✉ 5 bbox=[1142, 492, 1344, 507]
directory-entry: ⊙ Rhodesia Handels-Gesellschaft Deuss & Co., IR, Export u. Import, BCto: Dresdner Bank, Bst v. Pl.17, T.Adr: Rhodesiaco, ☎ III, 3096, Königstr. 15/19, ✉ 36, Inh: Ludwig Deuss. Kommanditisten: Wilhelm Seckel u. Ludw. Deuss & Co. bbox=[160, 481, 469, 566]
directory-entry: ⊙ Emil Richter, IR, Theaterbuchhandlung, Theaterleihbibliothek, Musikalienhandlung u. Verlagsbuchhandlung, BCto: Dresdn. B. u. Postscheck-1037, T.Adr: Theaterrichter, ☎ I, 2100, Abt. für Platzgeschäft: Gerhofstrasse 17, ✉ 36, Abt. für Versand: gr. Theaterstrasse 9, ✉ 36, Inh: Oscar u. Ernst Richter bbox=[1142, 710, 1448, 823]
directory-entry: — Geschw. A. u. M., Hofweg 4, ✉ 21 bbox=[815, 193, 1025, 208]
directory-entry: — Carl, Kontorist, Goebenstr. 8, ✉ 30 bbox=[815, 1485, 1031, 1500]
directory-entry: — Willi, Schreiber, hinter den Höfen 34 bbox=[487, 251, 716, 266]
directory-entry: Richert siehe auch Riechert bbox=[487, 865, 649, 880]
pointing-hand-icon: ☞ bbox=[634, 2003, 651, 2024]
directory-entry: — Alfr., Polizeibeamter, Rossberg 17, ✉ 23, ab 1. April Fichtestr. 43, ✉ 23 bbox=[815, 594, 1128, 623]
directory-entry: — Emil, Geschäftsf., Marienthalerstr. 59 bbox=[1142, 606, 1376, 621]
directory-entry: — Ernst, Buchhalter, Immenhof 6 bbox=[1142, 1019, 1336, 1034]
directory-entry: Ribbecke, P., Drogerie, Telemannstr. 24 bbox=[160, 850, 389, 865]
directory-entry: ⊙ Richert & Co., IR, Rohkautschuk, BCto: Deutsche B. Fil. Hbg., u. Postscheck-3846, Bst: v. Pl. 36, T.Adr: Hevea, ☎ VI, 4390, Spitalerstr. 16, ✉ 1, Inh: Alfred Richert bbox=[487, 1201, 790, 1258]
directory-entry: — Carl, Laternenwärter, Marktstr. 148, ✉ 6 bbox=[1142, 193, 1394, 208]
directory-entry: — Wwe., Aman., Ditmar Koel-Str. 5, ✉ 9 bbox=[815, 680, 1046, 695]
directory-entry: — Chr., Schuldiener, Ausschlägerweg 16 bbox=[1142, 236, 1378, 251]
directory-entry: — Ferd., Oberleutn. a. D., Steinfurtherstr. 13, ✉ 26 bbox=[1142, 1454, 1437, 1469]
directory-entry: — Wwe., A., Steckelhörn 19, ✉ 8 bbox=[815, 265, 1004, 280]
directory-entry: — Wwe., R., Hammerlandstr. 208, ✉ 26 bbox=[487, 693, 716, 707]
directory-entry: Ribus, Carl, Schiffer, Ausschläger weg 12 bbox=[160, 1261, 400, 1276]
